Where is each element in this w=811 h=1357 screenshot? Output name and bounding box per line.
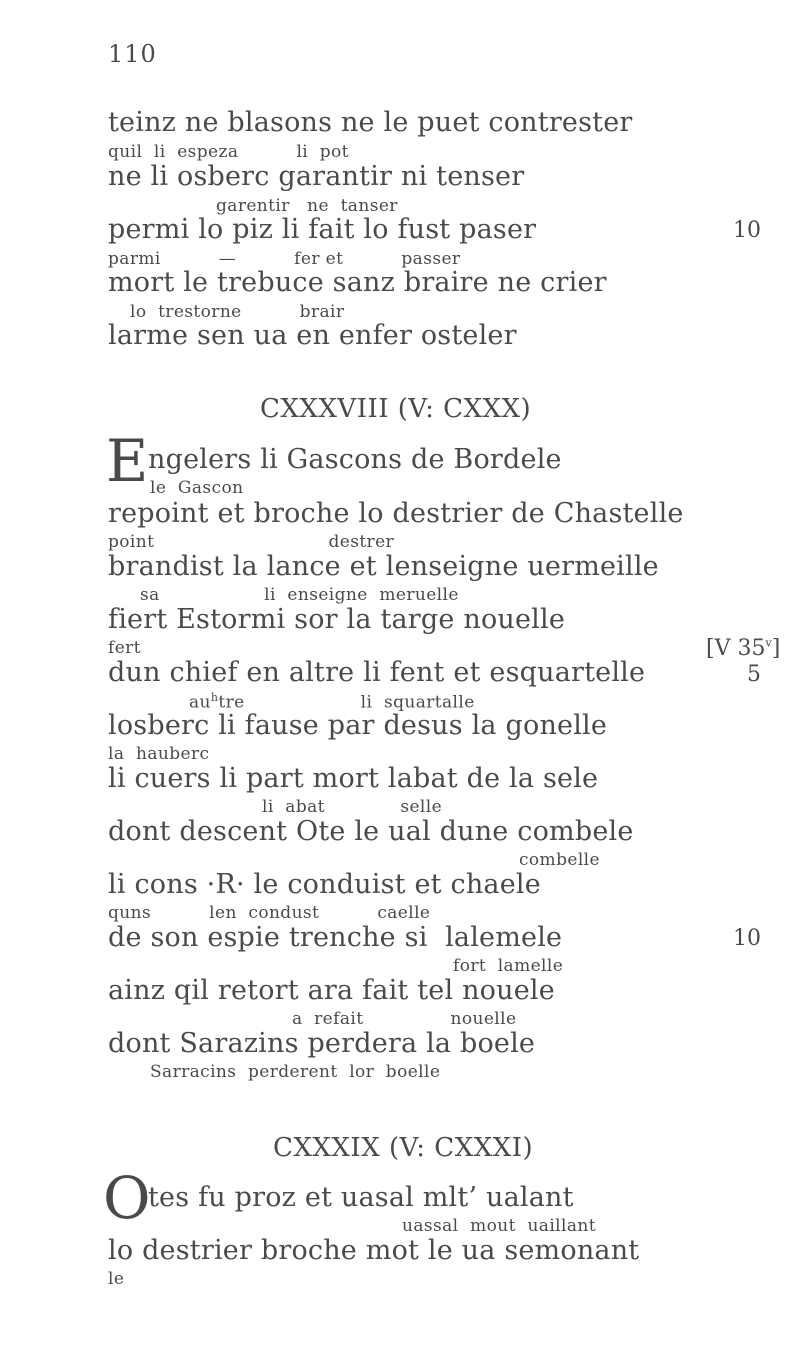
verse-line: li cuers li part mort labat de la sele	[108, 763, 599, 794]
variant-line: combelle	[519, 850, 600, 870]
verse-line: brandist la lance et lenseigne uermeille	[108, 551, 659, 582]
variant-line: parmi — fer et passer	[108, 249, 461, 269]
verse-line: permi lo piz li fait lo fust paser	[108, 214, 537, 245]
verse-line: mort le trebuce sanz braire ne crier	[108, 267, 607, 298]
variant-line: lo trestorne brair	[130, 302, 345, 322]
variant-line: a refait nouelle	[292, 1009, 517, 1029]
verse-line: losberc li fause par desus la gonelle	[108, 710, 608, 741]
line-number: 10	[733, 926, 761, 951]
variant-line: uassal mout uaillant	[402, 1216, 596, 1236]
variant-line: fert	[108, 638, 141, 658]
variant-line: point destrer	[108, 532, 395, 552]
verse-line: dont descent Ote le ual dune combele	[108, 816, 634, 847]
verse-line: teinz ne blasons ne le puet contrester	[108, 107, 633, 138]
verse-line: ne li osberc garantir ni tenser	[108, 161, 525, 192]
verse-line: tes fu proz et uasal mlt’ ualant	[148, 1182, 574, 1213]
variant-line: Sarracins perderent lor boelle	[150, 1062, 441, 1082]
line-number: 10	[733, 218, 761, 243]
verse-line: lo destrier broche mot le ua semonant	[108, 1235, 640, 1266]
verse-line: dun chief en altre li fent et esquartelle	[108, 657, 646, 688]
verse-line: larme sen ua en enfer osteler	[108, 320, 517, 351]
drop-cap: E	[106, 427, 149, 495]
variant-line: quns len condust caelle	[108, 903, 431, 923]
variant-line: le Gascon	[150, 478, 244, 498]
section-heading: CXXXVIII (V: CXXX)	[260, 394, 532, 424]
section-heading: CXXXIX (V: CXXXI)	[273, 1133, 534, 1163]
verse-line: ainz qil retort ara fait tel nouele	[108, 975, 555, 1006]
variant-line: fort lamelle	[453, 956, 564, 976]
verse-line: fiert Estormi sor la targe nouelle	[108, 604, 566, 635]
variant-line: $au^htre$ li squartalle	[189, 691, 475, 713]
verse-line: dont Sarazins perdera la boele	[108, 1028, 536, 1059]
verse-line: repoint et broche lo destrier de Chastelle	[108, 498, 684, 529]
variant-line: garentir ne tanser	[216, 196, 398, 216]
page-number: 110	[108, 40, 157, 68]
line-number: 5	[747, 662, 761, 687]
verse-line: ngelers li Gascons de Bordele	[148, 444, 562, 475]
variant-line: li abat selle	[262, 797, 443, 817]
verse-line: li cons ·R· le conduist et chaele	[108, 869, 541, 900]
variant-line: quil li espeza li pot	[108, 142, 349, 162]
variant-line: sa li enseigne meruelle	[140, 585, 459, 605]
variant-line: la hauberc	[108, 744, 210, 764]
verse-line: de son espie trenche si lalemele	[108, 922, 563, 953]
variant-line: le	[108, 1269, 125, 1289]
folio-reference: [V 35$^v$]	[706, 636, 781, 661]
drop-cap: O	[103, 1164, 151, 1232]
